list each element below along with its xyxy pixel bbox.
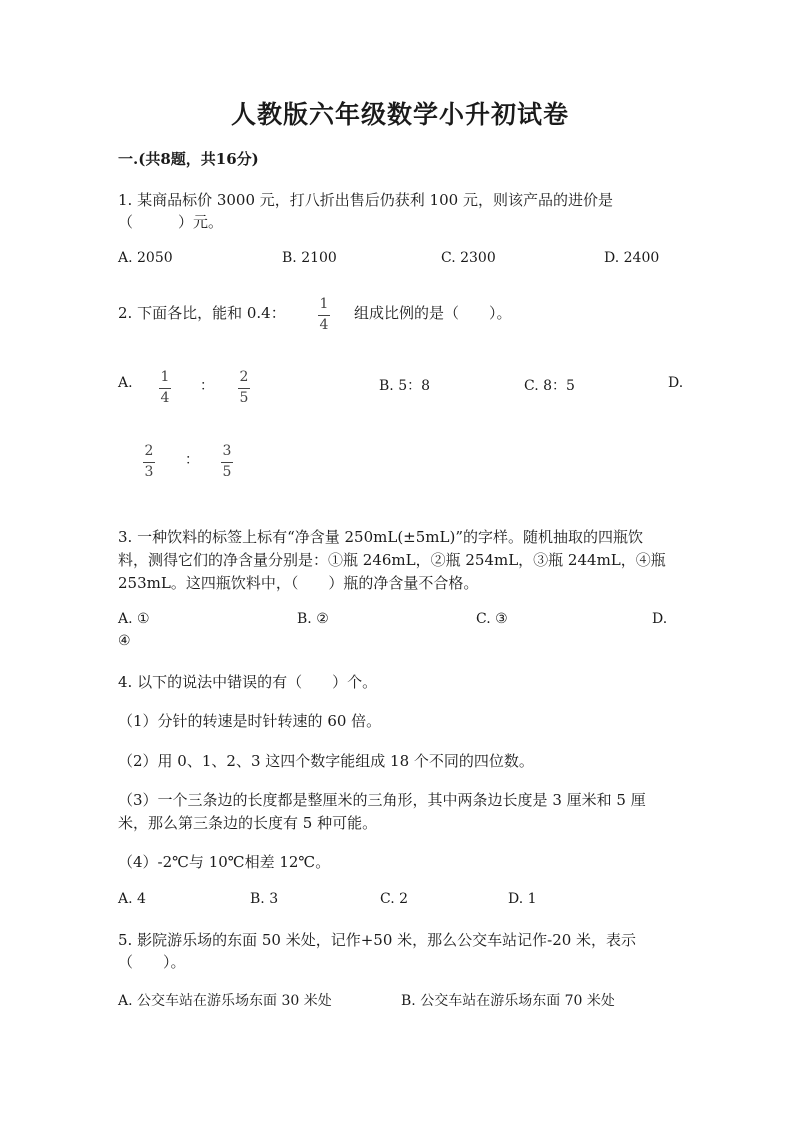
q2-option-a-fraction-1 xyxy=(159,369,171,407)
q5-option-a: A. 公交车站在游乐场东面 30 米处 xyxy=(118,993,332,1009)
q3-stem-line2: 料，测得它们的净含量分别是：①瓶 246mL，②瓶 254mL，③瓶 244mL，④瓶 xyxy=(118,551,666,569)
q4-statement-2: （2）用 0、1、2、3 这四个数字能组成 18 个不同的四位数。 xyxy=(118,752,534,770)
q4-stem: 4. 以下的说法中错误的有（ ）个。 xyxy=(118,673,378,691)
fraction-bar xyxy=(221,462,233,463)
q2-option-d-ratio-sign: ： xyxy=(185,452,199,468)
fraction-denominator: 5 xyxy=(222,464,232,480)
q5-option-b: B. 公交车站在游乐场东面 70 米处 xyxy=(401,993,615,1009)
q4-option-b: B. 3 xyxy=(250,891,279,907)
q1-option-a: A. 2050 xyxy=(118,250,173,266)
q3-option-d-label: D. xyxy=(652,611,668,627)
q3-stem-line3: 253mL。这四瓶饮料中，（ ）瓶的净含量不合格。 xyxy=(118,574,479,592)
q2-stem-prefix: 2. 下面各比，能和 0.4： xyxy=(118,304,286,322)
fraction-numerator: 1 xyxy=(160,369,170,385)
q4-statement-3-line2: 米，那么第三条边的长度有 5 种可能。 xyxy=(118,814,378,832)
q3-option-d-value: ④ xyxy=(118,633,131,649)
q3-option-a: A. ① xyxy=(118,611,150,627)
q2-option-d-label: D. xyxy=(668,375,684,391)
q3-option-b: B. ② xyxy=(297,611,329,627)
fraction-denominator: 3 xyxy=(144,464,154,480)
q4-statement-3-line1: （3）一个三条边的长度都是整厘米的三角形，其中两条边长度是 3 厘米和 5 厘 xyxy=(118,791,646,809)
fraction-numerator: 2 xyxy=(239,369,249,385)
q5-stem-line2: （ ）。 xyxy=(118,953,186,971)
q1-stem-line2: （ ）元。 xyxy=(118,213,224,231)
q2-option-c: C. 8：5 xyxy=(524,378,575,394)
q3-option-c: C. ③ xyxy=(476,611,508,627)
q5-stem-line1: 5. 影院游乐场的东面 50 米处，记作+50 米，那么公交车站记作-20 米，表示 xyxy=(118,931,637,949)
q2-stem-fraction xyxy=(318,296,330,334)
fraction-numerator: 1 xyxy=(319,296,329,312)
q2-option-d-fraction-1 xyxy=(143,443,155,481)
q1-option-c: C. 2300 xyxy=(441,250,496,266)
q2-option-d-fraction-2 xyxy=(221,443,233,481)
q2-option-a-label: A. xyxy=(118,375,133,391)
fraction-bar xyxy=(143,462,155,463)
q2-stem-suffix: 组成比例的是（ ）。 xyxy=(354,304,512,322)
q1-stem-line1: 1. 某商品标价 3000 元，打八折出售后仍获利 100 元，则该产品的进价是 xyxy=(118,191,613,209)
q2-option-a-fraction-2 xyxy=(238,369,250,407)
fraction-bar xyxy=(318,315,330,316)
fraction-denominator: 5 xyxy=(239,390,249,406)
q4-statement-4: （4）-2℃与 10℃相差 12℃。 xyxy=(118,853,331,871)
fraction-bar xyxy=(238,388,250,389)
fraction-numerator: 3 xyxy=(222,443,232,459)
q2-option-b: B. 5：8 xyxy=(379,378,431,394)
q4-option-d: D. 1 xyxy=(508,891,537,907)
q1-option-b: B. 2100 xyxy=(282,250,337,266)
q2-option-a-ratio-sign: ： xyxy=(200,378,214,394)
fraction-bar xyxy=(159,388,171,389)
q4-option-c: C. 2 xyxy=(380,891,409,907)
q4-option-a: A. 4 xyxy=(118,891,146,907)
section-heading: 一.(共8题，共16分) xyxy=(118,150,259,168)
fraction-denominator: 4 xyxy=(160,390,170,406)
q3-stem-line1: 3. 一种饮料的标签上标有“净含量 250mL(±5mL)”的字样。随机抽取的四瓶饮 xyxy=(118,528,644,546)
fraction-numerator: 2 xyxy=(144,443,154,459)
fraction-denominator: 4 xyxy=(319,317,329,333)
page-title: 人教版六年级数学小升初试卷 xyxy=(230,100,569,129)
q4-statement-1: （1）分针的转速是时针转速的 60 倍。 xyxy=(118,712,382,730)
q1-option-d: D. 2400 xyxy=(604,250,660,266)
